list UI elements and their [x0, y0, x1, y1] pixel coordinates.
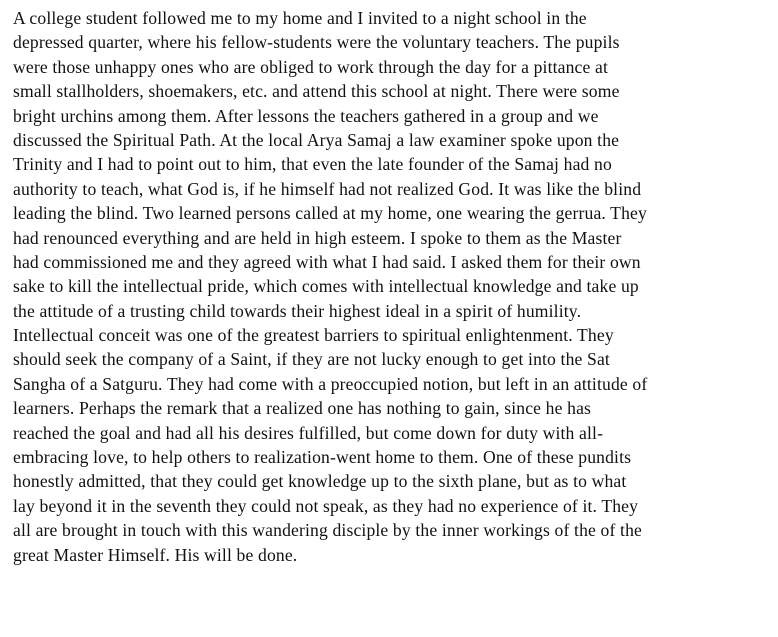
- text-line: all are brought in touch with this wandering disciple by the inner workings of the of the: [13, 520, 642, 541]
- text-line: A college student followed me to my home and I invited to a night school in the: [13, 8, 587, 28]
- text-line: Intellectual conceit was one of the greatest barriers to spiritual enlightenment. They: [13, 325, 614, 346]
- text-line: small stallholders, shoemakers, etc. and attend this school at night. There were some: [13, 81, 620, 102]
- text-line: embracing love, to help others to realization-went home to them. One of these pundits: [13, 447, 632, 468]
- paragraph: [13, 6, 768, 567]
- text-line: learners. Perhaps the remark that a realized one has nothing to gain, since he has: [13, 398, 592, 419]
- text-line: Trinity and I had to point out to him, that even the late founder of the Samaj had no: [13, 154, 612, 175]
- text-line: great Master Himself. His will be done.: [13, 544, 298, 565]
- text-line: the attitude of a trusting child towards their highest ideal in a spirit of humility.: [13, 300, 582, 321]
- text-line: Sangha of a Satguru. They had come with a preoccupied notion, but left in an attitude of: [13, 373, 648, 394]
- text-line: sake to kill the intellectual pride, which comes with intellectual knowledge and take up: [13, 276, 639, 297]
- text-line: leading the blind. Two learned persons called at my home, one wearing the gerrua. They: [13, 203, 647, 224]
- text-line: depressed quarter, where his fellow-students were the voluntary teachers. The pupils: [13, 32, 620, 53]
- text-line: were those unhappy ones who are obliged to work through the day for a pittance at: [13, 56, 609, 77]
- text-line: had commissioned me and they agreed with what I had said. I asked them for their own: [13, 251, 641, 272]
- text-line: lay beyond it in the seventh they could not speak, as they had no experience of it. They: [13, 495, 639, 516]
- text-line: authority to teach, what God is, if he himself had not realized God. It was like the blind: [13, 178, 642, 199]
- text-line: should seek the company of a Saint, if they are not lucky enough to get into the Sat: [13, 349, 610, 370]
- text-line: bright urchins among them. After lessons the teachers gathered in a group and we: [13, 105, 599, 126]
- text-line: honestly admitted, that they could get knowledge up to the sixth plane, but as to what: [13, 471, 627, 492]
- text-line: had renounced everything and are held in high esteem. I spoke to them as the Master: [13, 227, 622, 248]
- text-line: reached the goal and had all his desires fulfilled, but come down for duty with all-: [13, 422, 604, 443]
- text-line: discussed the Spiritual Path. At the local Arya Samaj a law examiner spoke upon the: [13, 129, 620, 150]
